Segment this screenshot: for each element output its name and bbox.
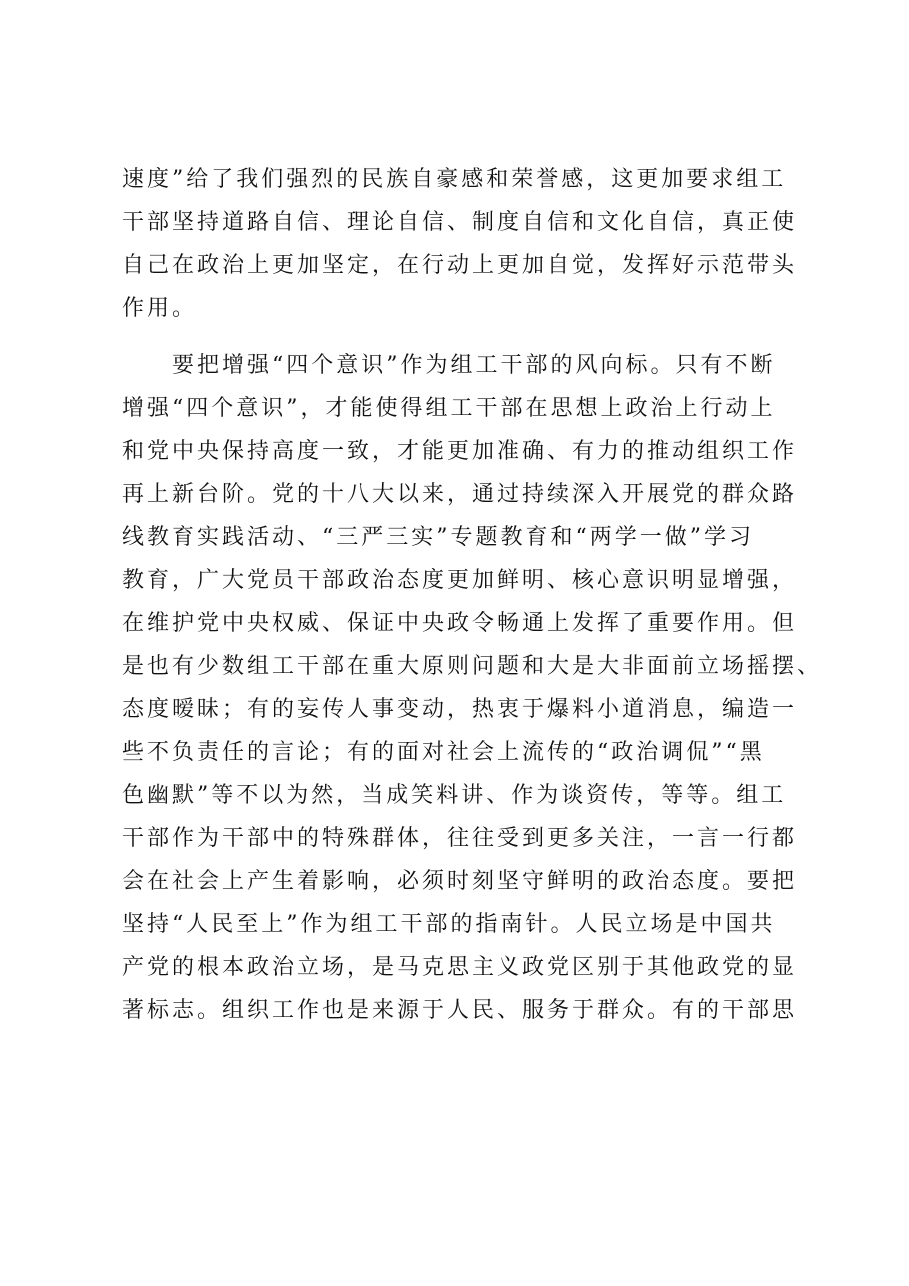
text-line: 态度暧昧；有的妄传人事变动，热衷于爆料小道消息，编造一 — [122, 697, 798, 722]
text-line: 干部坚持道路自信、理论自信、制度自信和文化自信，真正使 — [122, 210, 798, 235]
paragraph-2 — [122, 344, 823, 1032]
paragraph-1 — [122, 158, 802, 330]
text-line: 产党的根本政治立场，是马克思主义政党区别于其他政党的显 — [122, 955, 798, 980]
text-line: 自己在政治上更加坚定，在行动上更加自觉，发挥好示范带头 — [122, 253, 798, 278]
text-line: 著标志。组织工作也是来源于人民、服务于群众。有的干部思 — [122, 998, 798, 1023]
text-line: 要把增强“四个意识”作为组工干部的风向标。只有不断 — [122, 353, 776, 378]
text-line: 是也有少数组工干部在重大原则问题和大是大非面前立场摇摆、 — [122, 654, 823, 679]
text-line: 教育，广大党员干部政治态度更加鲜明、核心意识明显增强， — [122, 568, 798, 593]
text-line: 速度”给了我们强烈的民族自豪感和荣誉感，这更加要求组工 — [122, 167, 787, 192]
text-line: 会在社会上产生着影响，必须时刻坚守鲜明的政治态度。要把 — [122, 869, 798, 894]
text-line: 和党中央保持高度一致，才能更加准确、有力的推动组织工作 — [122, 439, 798, 464]
text-line: 坚持“人民至上”作为组工干部的指南针。人民立场是中国共 — [122, 912, 776, 937]
text-line: 色幽默”等不以为然，当成笑料讲、作为谈资传，等等。组工 — [122, 783, 787, 808]
paragraph-spacer — [122, 330, 802, 344]
text-line: 线教育实践活动、“三严三实”专题教育和“两学一做”学习 — [122, 525, 754, 550]
text-line: 在维护党中央权威、保证中央政令畅通上发挥了重要作用。但 — [122, 611, 798, 636]
text-line: 些不负责任的言论；有的面对社会上流传的“政治调侃”“黑 — [122, 740, 765, 765]
document-body — [122, 158, 823, 1032]
text-line: 作用。 — [122, 296, 198, 321]
text-line: 干部作为干部中的特殊群体，往往受到更多关注，一言一行都 — [122, 826, 798, 851]
text-line: 再上新台阶。党的十八大以来，通过持续深入开展党的群众路 — [122, 482, 798, 507]
text-line: 增强“四个意识”，才能使得组工干部在思想上政治上行动上 — [122, 396, 776, 421]
